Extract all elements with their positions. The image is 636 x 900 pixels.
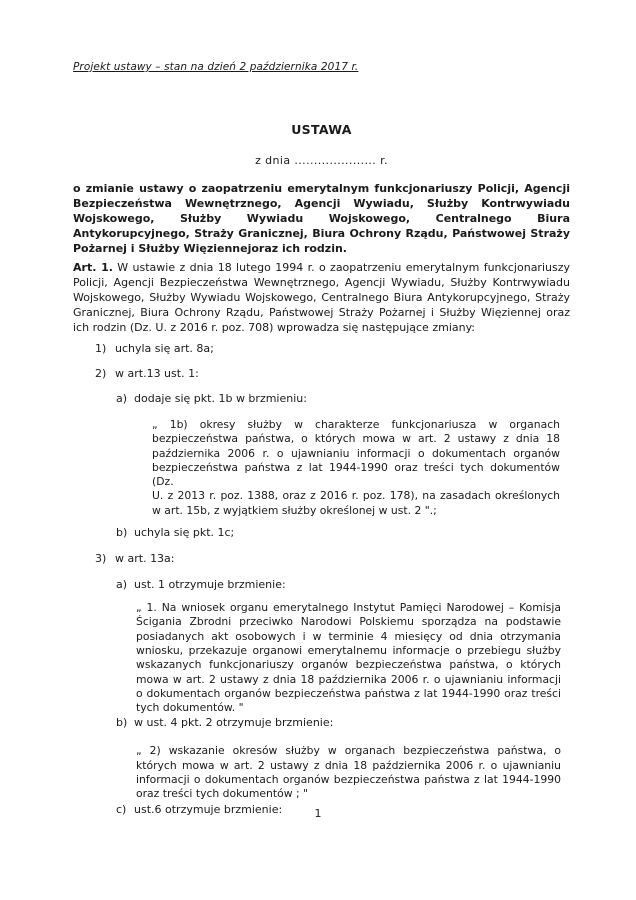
list-marker: c) xyxy=(116,802,127,816)
list-marker: b) xyxy=(116,716,128,730)
list-item-3b xyxy=(116,715,570,730)
quote-line: mowa w art. 2 ustawy z dnia 18 października 2006 r. o ujawnianiu informacji xyxy=(136,672,561,686)
list-item-text: uchyla się art. 8a; xyxy=(115,342,214,355)
list-item-2b xyxy=(116,525,570,540)
quote-line: posiadanych akt osobowych i w terminie 4 miesięcy od dnia otrzymania xyxy=(136,629,561,643)
article-text: W ustawie z dnia 18 lutego 1994 r. o zaopatrzeniu emerytalnym funkcjonariuszy xyxy=(117,261,570,274)
list-item-2 xyxy=(95,366,570,381)
quote-line: „ 1. Na wniosek organu emerytalnego Instytut Pamięci Narodowej – Komisja xyxy=(136,601,561,615)
list-marker: b) xyxy=(116,526,128,540)
document-content xyxy=(73,60,570,817)
quote-line: Ścigania Zbrodni przeciwko Narodowi Polskiemu sporządza na podstawie xyxy=(136,615,561,629)
quote-line: wniosku, przekazuje organowi emerytalnemu informacje o przebiegu służby xyxy=(136,643,561,657)
list-item-text: w ust. 4 pkt. 2 otrzymuje brzmienie: xyxy=(134,716,334,730)
draft-status-note: Projekt ustawy – stan na dzień 2 października 2017 r. xyxy=(73,61,359,73)
article-text-line: Granicznej, Biura Ochrony Rządu, Państwowej Straży Pożarnej i Służby Więziennej oraz xyxy=(73,306,570,319)
quote-line: o dokumentach organów bezpieczeństwa państwa z lat 1944-1990 oraz treści xyxy=(136,686,561,700)
law-subject-line: Pożarnej i Służby Więziennejoraz ich rodzin. xyxy=(73,242,347,255)
quote-line: których mowa w art. 2 ustawy z dnia 18 października 2006 r. o ujawnianiu xyxy=(136,758,561,772)
quote-line: U. z 2013 r. poz. 1388, oraz z 2016 r. poz. 178), na zasadach określonych xyxy=(152,489,560,503)
list-marker: a) xyxy=(116,578,128,592)
law-subject-line: Bezpieczeństwa Wewnętrznego, Agencji Wywiadu, Służby Kontrwywiadu xyxy=(73,197,570,210)
article-1-paragraph xyxy=(73,260,570,335)
quoted-provision-ust1 xyxy=(136,601,561,715)
quote-line: „ 1b) okresy służby w charakterze funkcjonariusza w organach xyxy=(152,418,560,431)
list-item-3 xyxy=(95,551,570,566)
article-text-line: Policji, Agencji Bezpieczeństwa Wewnętrznego, Agencji Wywiadu, Służby Kontrwywiadu xyxy=(73,276,570,289)
list-item-text: ust. 1 otrzymuje brzmienie: xyxy=(134,578,286,592)
article-number-label: Art. 1. xyxy=(73,261,113,274)
list-item-2a xyxy=(116,391,570,406)
law-subject-line: o zmianie ustawy o zaopatrzeniu emerytalnym funkcjonariuszy Policji, Agencji xyxy=(73,182,570,195)
quote-line: „ 2) wskazanie okresów służby w organach bezpieczeństwa państwa, o xyxy=(136,744,561,758)
list-item-text: w art. 13a: xyxy=(115,552,175,566)
law-subject-line: Wojskowego, Służby Wywiadu Wojskowego, Centralnego Biura xyxy=(73,212,570,225)
list-item-text: ust.6 otrzymuje brzmienie: xyxy=(134,802,283,816)
list-marker: 1) xyxy=(95,342,107,355)
quote-line: bezpieczeństwa państwa, o których mowa w art. 2 ustawy z dnia 18 xyxy=(152,432,560,446)
article-text-line: Wojskowego, Służby Wywiadu Wojskowego, Centralnego Biura Antykorupcyjnego, Straży xyxy=(73,291,570,304)
quoted-provision-pkt2 xyxy=(136,744,561,801)
list-item-text: uchyla się pkt. 1c; xyxy=(134,526,235,540)
list-item-1 xyxy=(95,341,570,356)
page-number: 1 xyxy=(314,807,322,820)
date-line: z dnia ..................... r. xyxy=(255,154,388,167)
list-marker: 2) xyxy=(95,367,107,380)
list-item-text: dodaje się pkt. 1b w brzmieniu: xyxy=(134,392,307,405)
quote-line: bezpieczeństwa państwa z lat 1944-1990 oraz treści tych dokumentów (Dz. xyxy=(152,460,560,489)
quote-line: tych dokumentów. " xyxy=(136,701,244,715)
law-subject-line: Antykorupcyjnego, Straży Granicznej, Biura Ochrony Rządu, Państwowej Straży xyxy=(73,227,570,240)
list-marker: 3) xyxy=(95,552,107,566)
article-text-line: ich rodzin (Dz. U. z 2016 r. poz. 708) wprowadza się następujące zmiany: xyxy=(73,321,475,334)
article-text-line xyxy=(73,260,570,275)
quote-line: informacji o dokumentach organów bezpieczeństwa państwa z lat 1944-1990 xyxy=(136,773,561,787)
quote-line: wskazanych funkcjonariuszy organów bezpieczeństwa państwa, o których xyxy=(136,658,561,672)
quote-line: października 2006 r. o ujawnianiu informacji o dokumentach organów xyxy=(152,446,560,460)
list-item-text: w art.13 ust. 1: xyxy=(115,367,199,380)
list-item-3a xyxy=(116,577,570,592)
list-marker: a) xyxy=(116,392,128,405)
quote-line: oraz treści tych dokumentów ; " xyxy=(136,787,309,801)
law-title: USTAWA xyxy=(291,122,352,137)
quote-line: w art. 15b, z wyjątkiem służby określonej w ust. 2 ".; xyxy=(152,503,437,517)
quoted-provision-1b xyxy=(152,418,560,518)
law-subject-paragraph xyxy=(73,181,570,256)
